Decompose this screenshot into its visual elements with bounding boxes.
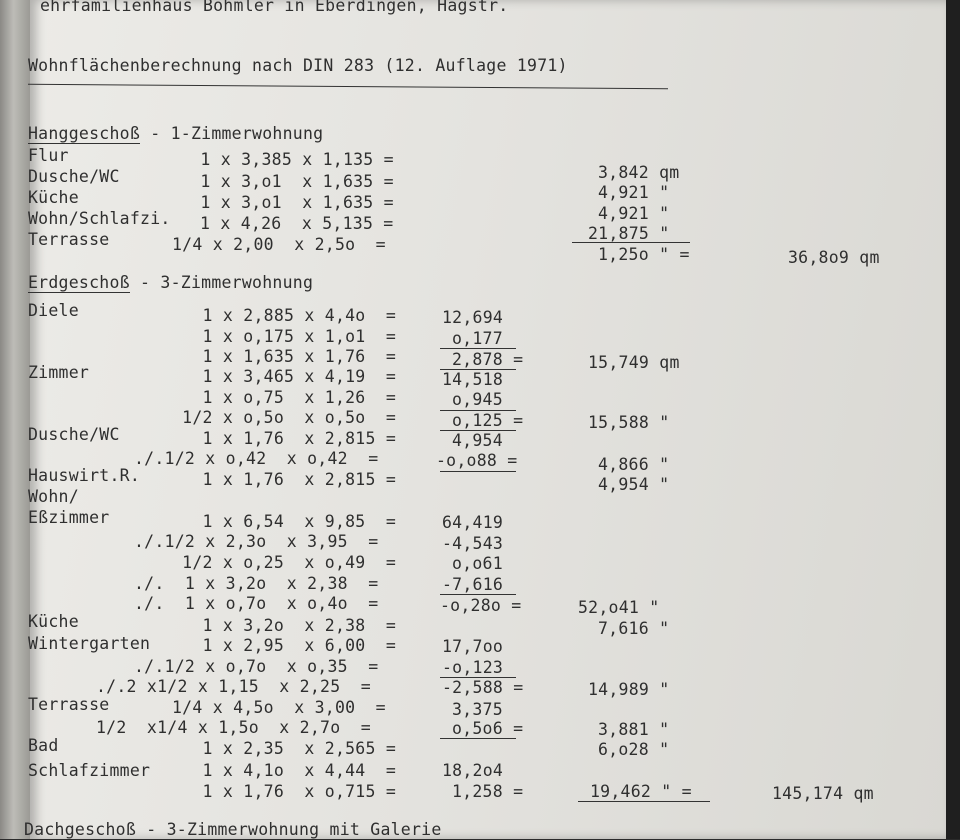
section-heading-text: Erdgeschoß bbox=[28, 273, 130, 292]
row-label: Küche bbox=[28, 188, 79, 207]
row-partial: 17,7oo bbox=[442, 637, 504, 656]
section-subtitle: - 3-Zimmerwohnung bbox=[129, 273, 314, 292]
row-label: Zimmer bbox=[28, 363, 90, 382]
row-partial: -2,588 = bbox=[442, 678, 524, 697]
row-total: 15,588 " bbox=[588, 413, 670, 432]
row-label: Wohn/ bbox=[28, 487, 79, 506]
row-partial: 18,2o4 bbox=[442, 761, 504, 780]
row-calc: 1/2 x o,5o x o,5o = bbox=[172, 408, 397, 427]
subtotal-rule bbox=[572, 242, 690, 243]
row-partial: -4,543 bbox=[442, 534, 504, 553]
row-total: 7,616 " bbox=[598, 619, 670, 638]
row-calc: ./.2 x1/2 x 1,15 x 2,25 = bbox=[96, 677, 371, 696]
row-calc: 1 x o,75 x 1,26 = bbox=[172, 388, 397, 407]
row-calc: 1 x 1,76 x 2,815 = bbox=[172, 470, 397, 489]
row-total: 14,989 " bbox=[588, 680, 670, 699]
row-partial: -7,616 bbox=[442, 575, 504, 594]
row-calc: 1/2 x o,25 x o,49 = bbox=[172, 553, 397, 572]
subtotal-rule bbox=[440, 471, 516, 472]
row-total: 6,o28 " bbox=[598, 740, 670, 759]
row-label: Diele bbox=[28, 301, 79, 320]
row-calc: ./.1/2 x o,7o x o,35 = bbox=[134, 657, 379, 676]
row-calc: 1 x 1,76 x 2,815 = bbox=[172, 429, 397, 448]
row-calc: 1 x 2,885 x 4,4o = bbox=[172, 306, 397, 325]
row-label: Schlafzimmer bbox=[28, 761, 151, 780]
section-heading-text: Hanggeschoß bbox=[28, 124, 141, 143]
document-header: ehrfamilienhaus Böhmler in Eberdingen, Hagstr. bbox=[40, 0, 509, 15]
row-partial: o,125 = bbox=[452, 411, 524, 430]
row-label: Wintergarten bbox=[28, 634, 151, 653]
section-heading-erdgeschoss bbox=[28, 273, 313, 293]
row-total: 21,875 " bbox=[588, 224, 670, 243]
row-calc: ./. 1 x 3,2o x 2,38 = bbox=[134, 574, 379, 593]
row-total: 1,25o " = bbox=[598, 245, 690, 264]
row-total: 15,749 qm bbox=[588, 353, 680, 372]
row-calc: ./.1/2 x o,42 x o,42 = bbox=[134, 449, 379, 468]
row-partial: o,5o6 = bbox=[452, 719, 524, 738]
row-calc: 1 x 1,635 x 1,76 = bbox=[172, 347, 397, 366]
row-total: 52,o41 " bbox=[578, 598, 660, 617]
binder-strip bbox=[0, 0, 30, 839]
row-partial: o,o61 bbox=[452, 554, 503, 573]
row-calc: 1 x 4,26 x 5,135 = bbox=[200, 214, 394, 233]
row-calc: 1/4 x 4,5o x 3,00 = bbox=[172, 698, 386, 717]
row-calc: 1 x 3,2o x 2,38 = bbox=[172, 616, 397, 635]
section-grand-total: 145,174 qm bbox=[772, 784, 874, 803]
row-calc: 1/4 x 2,00 x 2,5o = bbox=[172, 235, 386, 254]
row-total: 3,881 " bbox=[598, 720, 670, 739]
section-heading-dachgeschoss bbox=[24, 820, 442, 840]
row-calc: 1 x 2,95 x 6,00 = bbox=[172, 636, 397, 655]
row-partial: 3,375 bbox=[452, 700, 503, 719]
row-calc: 1 x 3,385 x 1,135 = bbox=[180, 150, 394, 169]
row-partial: 12,694 bbox=[442, 308, 504, 327]
row-partial: 64,419 bbox=[442, 513, 504, 532]
row-calc: 1 x o,175 x 1,o1 = bbox=[172, 327, 397, 346]
row-label: Eßzimmer bbox=[28, 508, 110, 527]
page-title: Wohnflächenberechnung nach DIN 283 (12. Auflage 1971) bbox=[28, 56, 568, 75]
section-subtitle: - 1-Zimmerwohnung bbox=[140, 124, 324, 143]
page-edge-shadow bbox=[946, 0, 960, 839]
row-calc: 1 x 1,76 x o,715 = bbox=[172, 782, 397, 801]
row-calc: 1 x 3,465 x 4,19 = bbox=[172, 367, 397, 386]
row-label: Terrasse bbox=[28, 230, 110, 249]
row-calc: ./.1/2 x 2,3o x 3,95 = bbox=[134, 532, 379, 551]
row-partial: 14,518 bbox=[442, 370, 504, 389]
section-heading-text: Dachgeschoß bbox=[24, 820, 137, 839]
subtotal-rule bbox=[440, 348, 516, 349]
row-total: 4,954 " bbox=[598, 475, 670, 494]
row-label: Dusche/WC bbox=[28, 425, 120, 444]
row-label: Flur bbox=[28, 146, 69, 165]
row-partial: -o,28o = bbox=[440, 596, 522, 615]
section-grand-total: 36,8o9 qm bbox=[788, 248, 880, 267]
row-partial: o,945 bbox=[452, 390, 503, 409]
row-total: 4,921 " bbox=[598, 183, 670, 202]
row-label: Bad bbox=[28, 736, 59, 755]
subtotal-rule bbox=[440, 594, 516, 595]
section-subtitle: - 3-Zimmerwohnung mit Galerie bbox=[136, 820, 442, 839]
row-total: 4,921 " bbox=[598, 204, 670, 223]
row-partial: o,177 bbox=[452, 329, 503, 348]
row-calc: 1 x 3,o1 x 1,635 = bbox=[180, 172, 394, 191]
row-calc: 1/2 x1/4 x 1,5o x 2,7o = bbox=[96, 718, 371, 737]
row-label: Terrasse bbox=[28, 695, 110, 714]
row-calc: 1 x 2,35 x 2,565 = bbox=[172, 739, 397, 758]
row-total: 3,842 qm bbox=[598, 163, 680, 182]
row-partial: -o,123 bbox=[442, 658, 504, 677]
row-calc: 1 x 6,54 x 9,85 = bbox=[172, 512, 397, 531]
row-label: Wohn/Schlafzi. bbox=[28, 209, 171, 228]
row-partial: 2,878 = bbox=[452, 350, 524, 369]
row-label: Hauswirt.R. bbox=[28, 466, 141, 485]
section-heading-hanggeschoss bbox=[28, 124, 323, 144]
row-total: 19,462 " = bbox=[590, 782, 692, 801]
row-label: Küche bbox=[28, 612, 79, 631]
row-partial: 1,258 = bbox=[452, 782, 524, 801]
row-calc: 1 x 4,1o x 4,44 = bbox=[172, 761, 397, 780]
row-calc: ./. 1 x o,7o x o,4o = bbox=[134, 594, 379, 613]
row-calc: 1 x 3,o1 x 1,635 = bbox=[180, 193, 394, 212]
row-label: Dusche/WC bbox=[28, 167, 120, 186]
row-partial: 4,954 bbox=[452, 431, 503, 450]
row-total: 4,866 " bbox=[598, 455, 670, 474]
row-partial: -o,o88 = bbox=[436, 451, 518, 470]
